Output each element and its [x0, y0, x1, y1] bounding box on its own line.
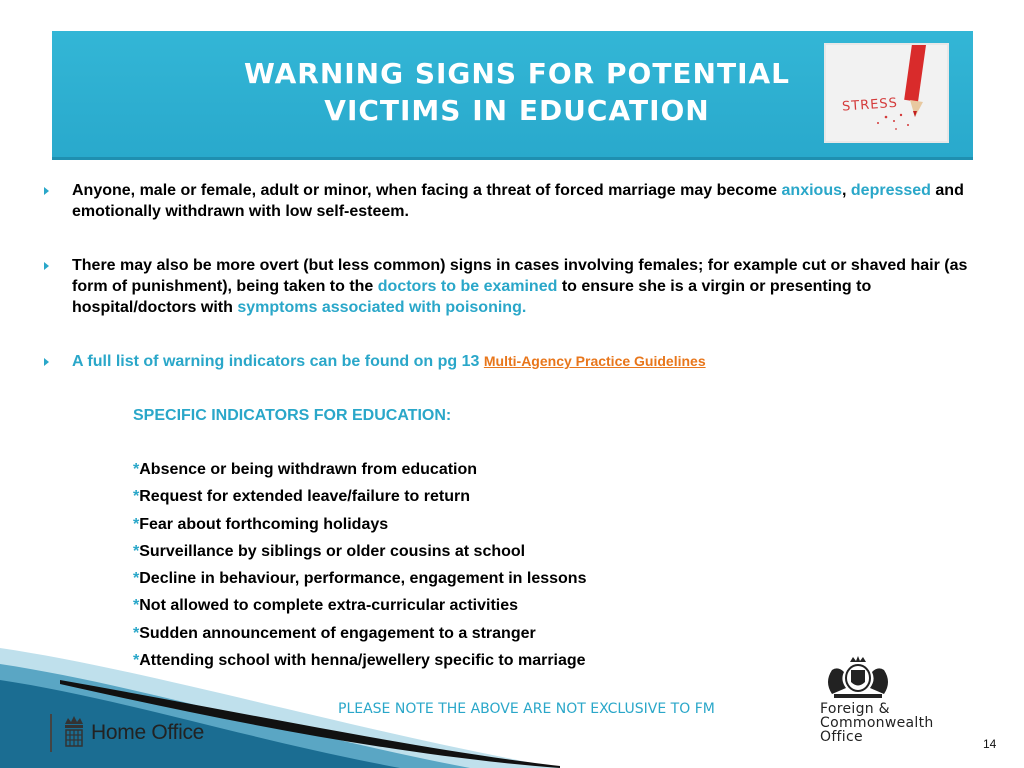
royal-coat-of-arms-icon	[818, 656, 898, 702]
crown-portcullis-icon	[62, 714, 86, 750]
svg-text:STRESS: STRESS	[841, 95, 899, 115]
education-indicators	[133, 406, 833, 678]
indicator-list	[133, 460, 833, 678]
list-item: *Sudden announcement of engagement to a stranger	[133, 624, 536, 642]
indicators-heading: SPECIFIC INDICATORS FOR EDUCATION:	[133, 407, 452, 424]
page-number: 14	[983, 737, 997, 751]
home-office-label: Home Office	[91, 721, 205, 744]
bullet-arrow-icon	[44, 187, 49, 195]
logo-divider	[50, 714, 52, 752]
bullet-item-3: A full list of warning indicators can be found on pg 13 Multi-Agency Practice Guidelines	[44, 351, 994, 372]
home-office-logo	[50, 712, 230, 754]
list-item: *Absence or being withdrawn from education	[133, 461, 478, 478]
bullet-item-1: Anyone, male or female, adult or minor, when facing a threat of forced marriage may become anxious, depressed and emotionally withdrawn with low self-esteem.	[44, 180, 994, 222]
title-line-2: VICTIMS IN EDUCATION	[324, 94, 710, 127]
pencil-illustration	[826, 45, 947, 141]
bullet-list	[44, 180, 994, 372]
list-item: *Not allowed to complete extra-curricular activities	[133, 597, 519, 615]
highlight-anxious: anxious	[781, 182, 842, 199]
list-item: *Attending school with henna/jewellery specific to marriage	[133, 652, 586, 670]
highlight-poisoning: symptoms associated with poisoning.	[237, 299, 527, 316]
highlight-doctors: doctors to be examined	[377, 278, 558, 295]
fco-label: Foreign & Commonwealth Office	[820, 701, 934, 745]
stress-pencil-image	[826, 45, 947, 141]
list-item: *Fear about forthcoming holidays	[133, 515, 389, 533]
fco-logo	[816, 656, 976, 756]
list-item: *Decline in behaviour, performance, engagement in lessons	[133, 570, 587, 588]
bullet-arrow-icon	[44, 262, 49, 270]
bullet-item-2: There may also be more overt (but less common) signs in cases involving females; for example cut or shaved hair (as form of punishment), being taken to the doctors to be examined to ensure she is a virgin or presenting to hospital/doctors with symptoms associated with poisoning.	[44, 255, 994, 318]
list-item: *Surveillance by siblings or older cousins at school	[133, 542, 526, 560]
exclusivity-note: PLEASE NOTE THE ABOVE ARE NOT EXCLUSIVE TO FM	[338, 701, 715, 717]
bullet-arrow-icon	[44, 358, 49, 366]
highlight-depressed: depressed	[850, 182, 931, 199]
list-item: *Request for extended leave/failure to return	[133, 488, 470, 506]
title-line-1: WARNING SIGNS FOR POTENTIAL	[243, 57, 791, 90]
guidelines-link[interactable]: Multi-Agency Practice Guidelines	[483, 353, 706, 369]
